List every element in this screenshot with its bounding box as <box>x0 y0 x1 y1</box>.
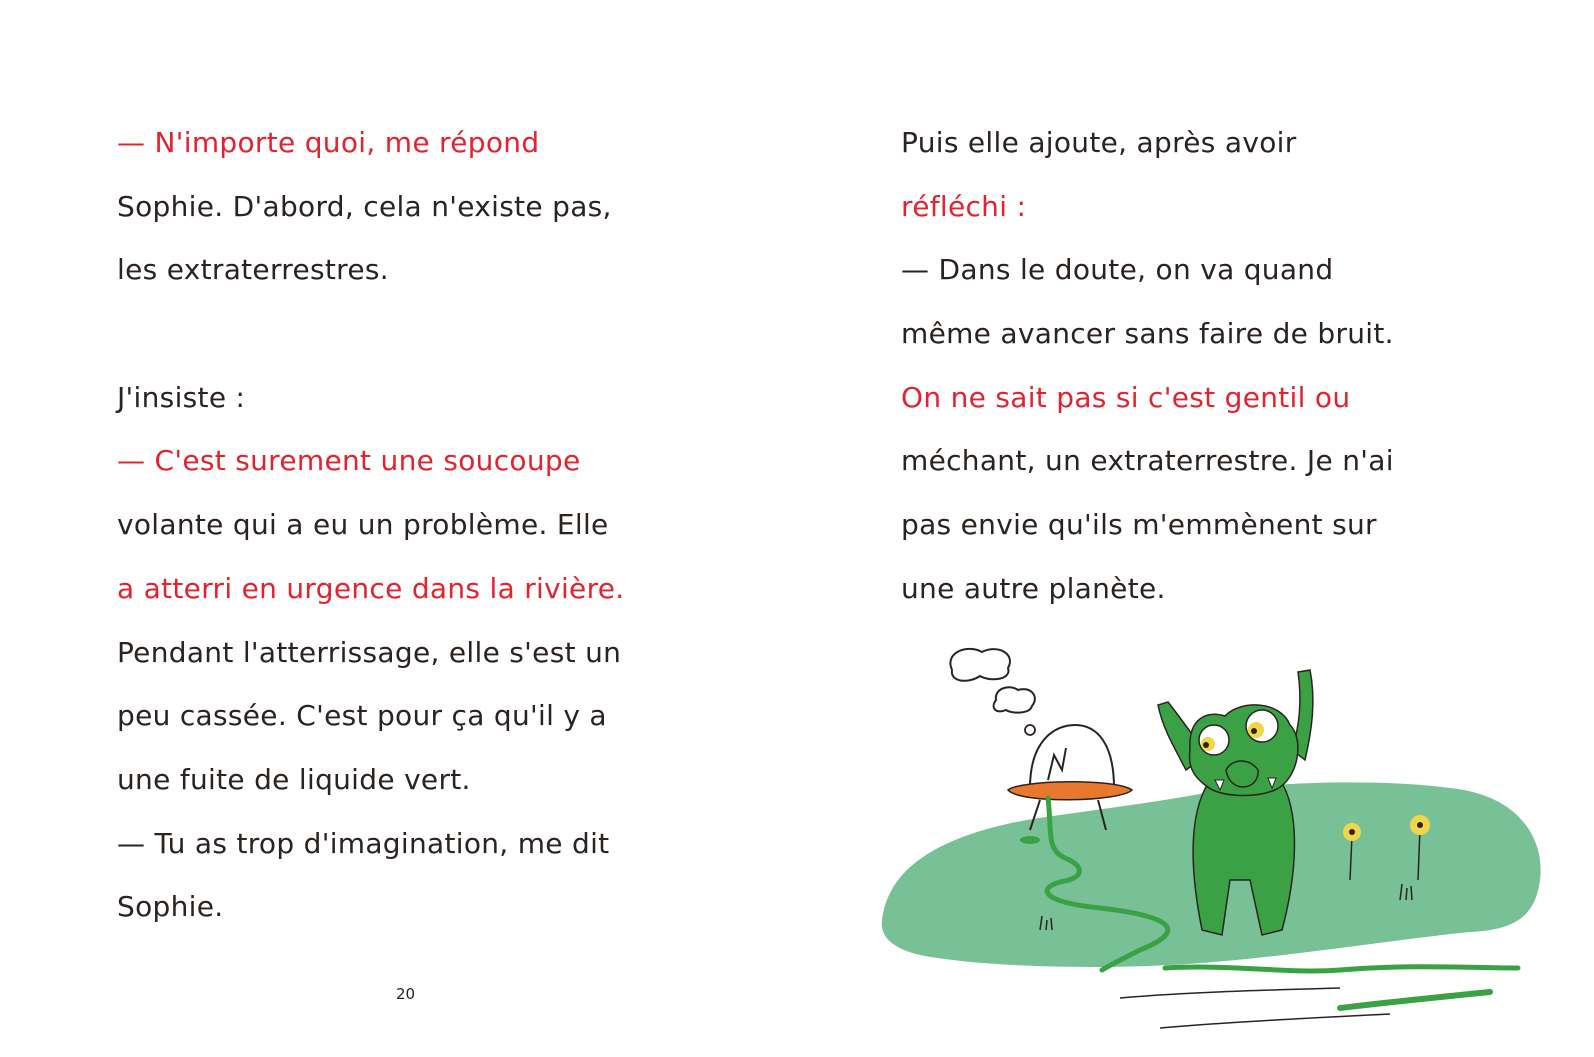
text-line-content: — N'importe quoi, me répond <box>117 126 540 159</box>
water-ripple-icon <box>1340 992 1490 1008</box>
text-line-content: Pendant l'atterrissage, elle s'est un <box>117 635 622 669</box>
text-line <box>901 180 1521 244</box>
text-line-content: — Dans le doute, on va quand <box>901 253 1334 287</box>
text-line-content: On ne sait pas si c'est gentil ou <box>901 380 1351 414</box>
text-line-content: Sophie. <box>117 890 224 924</box>
text-line <box>117 626 757 690</box>
text-line-content: volante qui a eu un problème. Elle <box>117 508 609 542</box>
page-number: 20 <box>396 985 416 1003</box>
text-line-content: même avancer sans faire de bruit. <box>901 317 1394 351</box>
text-line-content: une fuite de liquide vert. <box>117 762 471 796</box>
text-line-content: Sophie. D'abord, cela n'existe pas, <box>117 189 612 223</box>
text-line-content: pas envie qu'ils m'emmènent sur <box>901 508 1377 542</box>
text-line-content: — Tu as trop d'imagination, me dit <box>117 826 610 860</box>
water-ripple-icon <box>1120 988 1340 998</box>
thought-bubble-icon <box>994 687 1035 712</box>
saucer-rim <box>1008 782 1132 800</box>
text-line-content: peu cassée. C'est pour ça qu'il y a <box>117 699 607 733</box>
text-line <box>117 689 757 753</box>
text-line <box>901 498 1521 562</box>
text-line <box>117 880 757 944</box>
text-line <box>901 371 1521 435</box>
green-puddle <box>1020 836 1040 844</box>
left-page-text <box>117 116 757 944</box>
text-line <box>901 562 1521 626</box>
right-page-text <box>901 116 1521 626</box>
water-ripple-icon <box>1165 967 1518 971</box>
blank-line <box>117 307 757 371</box>
text-line <box>901 434 1521 498</box>
text-line-content: Puis elle ajoute, après avoir <box>901 126 1297 159</box>
text-line <box>901 243 1521 307</box>
frog-alien-by-flying-saucer-icon <box>870 630 1560 1050</box>
text-line-content: une autre planète. <box>901 571 1166 605</box>
text-line <box>117 434 757 498</box>
thought-bubble-icon <box>950 649 1010 681</box>
text-line <box>117 562 757 626</box>
text-line <box>117 243 757 307</box>
text-line <box>901 307 1521 371</box>
text-line-content: a atterri en urgence dans la rivière. <box>117 571 625 605</box>
saucer-dome <box>1030 725 1114 788</box>
thought-dot-icon <box>1025 725 1035 735</box>
text-line <box>117 180 757 244</box>
text-line <box>901 116 1521 180</box>
text-line <box>117 371 757 435</box>
text-line <box>117 753 757 817</box>
text-line-content: méchant, un extraterrestre. Je n'ai <box>901 444 1394 478</box>
text-line <box>117 817 757 881</box>
water-ripple-icon <box>1160 1014 1390 1028</box>
text-line-content: J'insiste : <box>117 380 246 414</box>
text-line-content: les extraterrestres. <box>117 253 389 287</box>
text-line-content: réfléchi : <box>901 189 1027 223</box>
text-line <box>117 498 757 562</box>
text-line <box>117 116 757 180</box>
text-line-content: — C'est surement une soucoupe <box>117 444 581 478</box>
